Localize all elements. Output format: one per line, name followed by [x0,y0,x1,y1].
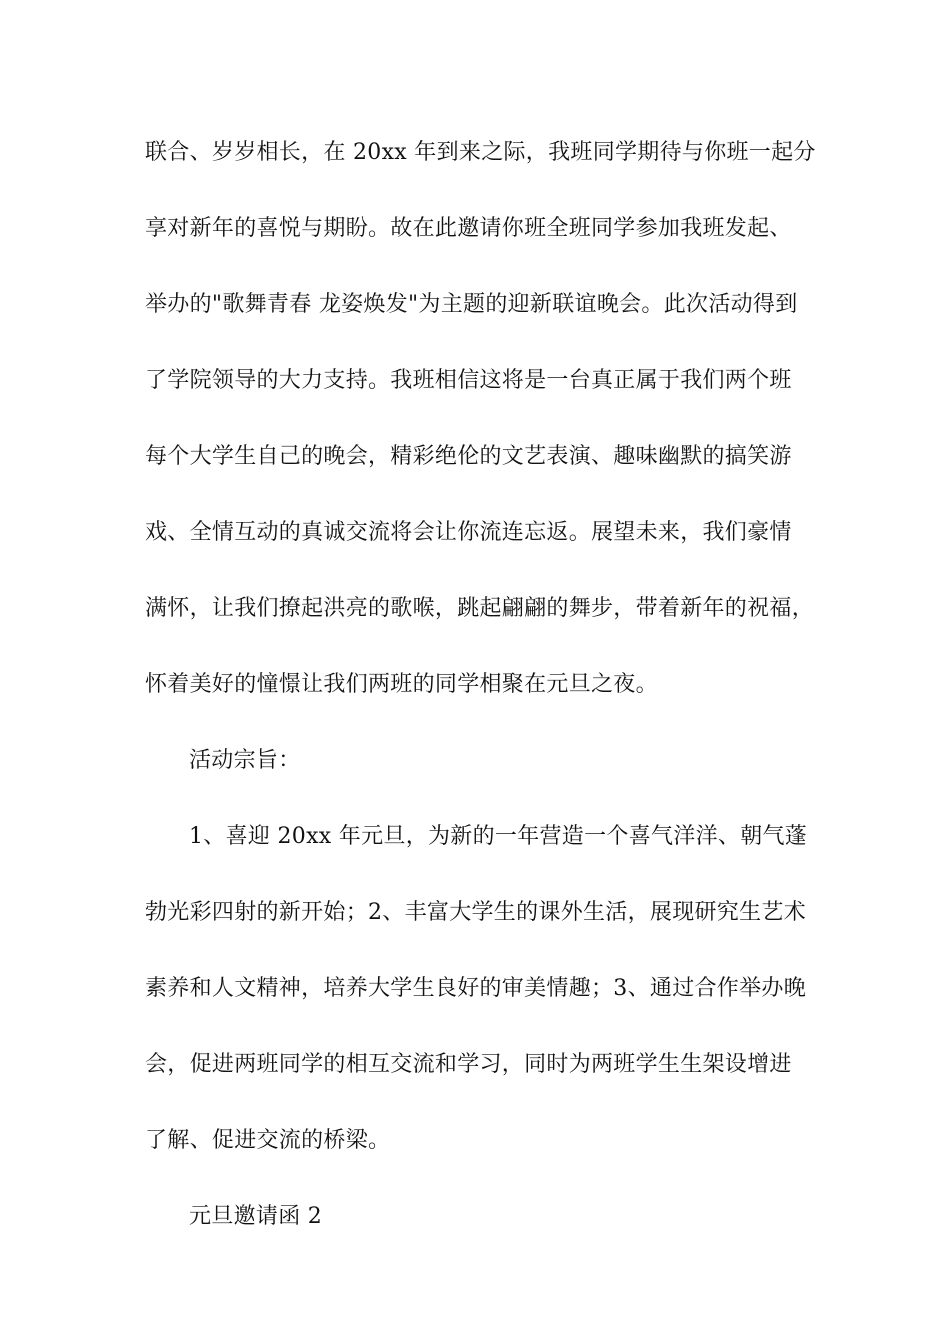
text-line: 怀着美好的憧憬让我们两班的同学相聚在元旦之夜。 [145,672,658,697]
heading-activity-purpose: 活动宗旨： [189,748,301,773]
text-line: 了解、促进交流的桥梁。 [145,1128,391,1153]
text-line: 举办的"歌舞青春 龙姿焕发"为主题的迎新联谊晚会。此次活动得到 [145,292,798,317]
text-line: 享对新年的喜悦与期盼。故在此邀请你班全班同学参加我班发起、 [145,216,792,241]
text-line: 1、喜迎 20xx 年元旦，为新的一年营造一个喜气洋洋、朝气蓬 [189,824,808,849]
text-line: 会，促进两班同学的相互交流和学习，同时为两班学生生架设增进 [145,1052,792,1077]
text-line: 戏、全情互动的真诚交流将会让你流连忘返。展望未来，我们豪情 [145,520,792,545]
text-line: 满怀，让我们撩起洪亮的歌喉，跳起翩翩的舞步，带着新年的祝福， [145,596,815,621]
heading-invitation-2: 元旦邀请函 2 [189,1204,323,1229]
text-line: 联合、岁岁相长，在 20xx 年到来之际，我班同学期待与你班一起分 [145,140,816,165]
document-body [145,128,825,1268]
paragraph-activity-purpose [145,812,825,1192]
text-line: 素养和人文精神，培养大学生良好的审美情趣；3、通过合作举办晚 [145,976,806,1001]
paragraph-invitation-body [145,128,825,736]
text-line: 每个大学生自己的晚会，精彩绝伦的文艺表演、趣味幽默的搞笑游 [145,444,792,469]
text-line: 勃光彩四射的新开始；2、丰富大学生的课外生活，展现研究生艺术 [145,900,806,925]
text-line: 了学院领导的大力支持。我班相信这将是一台真正属于我们两个班 [145,368,792,393]
